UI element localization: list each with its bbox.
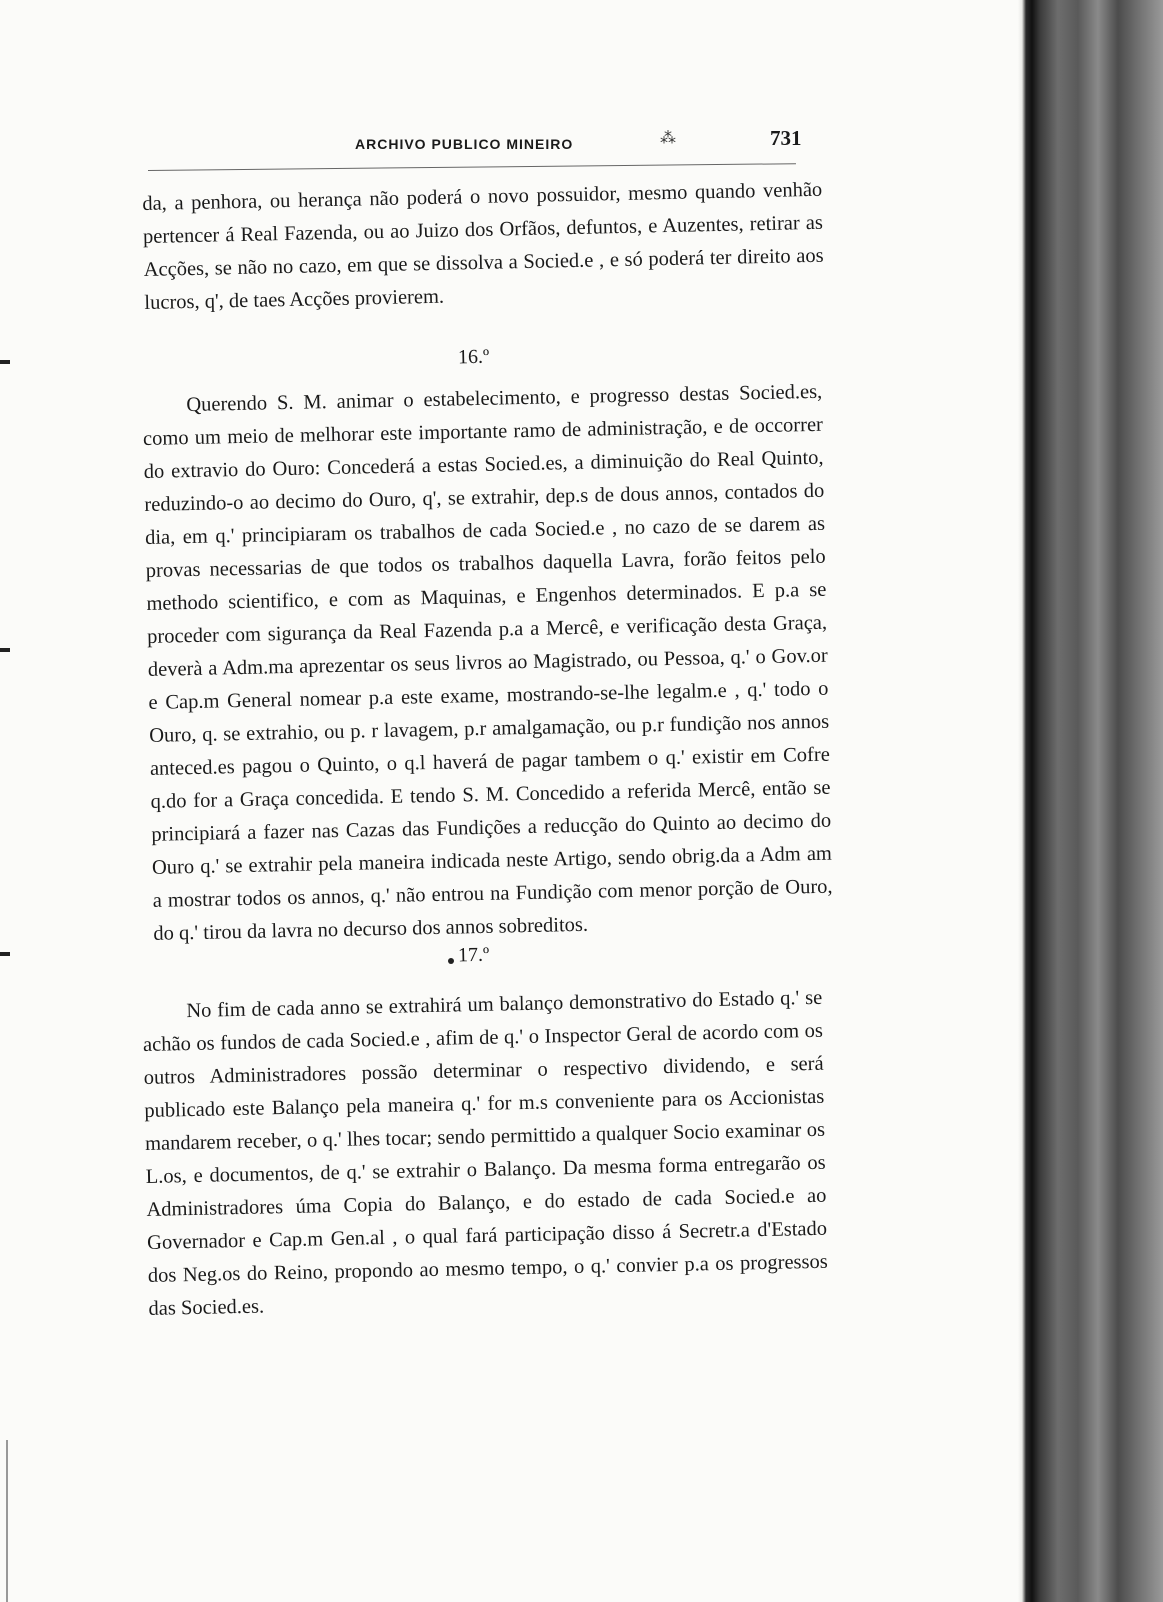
margin-mark xyxy=(0,952,10,956)
paragraph-continuation xyxy=(142,174,825,320)
page-number: 731 xyxy=(770,126,802,150)
running-header: ARCHIVO PUBLICO MINEIRO xyxy=(355,136,574,152)
ornament-icon: ⁂ xyxy=(660,128,678,147)
book-binding-edge xyxy=(1018,0,1163,1602)
margin-line xyxy=(6,1440,8,1602)
paragraph-text: Querendo S. M. animar o estabelecimento, e progresso destas Socied.es, como um meio de melhorar este importante ramo de administração, e de occorrer do extravio do Ouro: Concederá a estas Socied.es, a diminuição do Real Quinto, reduzindo-o ao decimo do Ouro, q', se extrahir, dep.s de dous annos, contados do dia, em q.' principiaram os trabalhos de cada Socied.e , no cazo de se darem as provas necessarias de que todos os trabalhos daquella Lavra, forão feitos pelo methodo scientifico, e com as Maquinas, e Engenhos determinados. E p.a se proceder com sigurança da Real Fazenda p.a a Mercê, e verificação desta Graça, deverà a Adm.ma aprezentar os seus livros ao Magistrado, ou Pessoa, q.' o Gov.or e Cap.m General nomear p.a este exame, mostrando-se-lhe legalm.e , q.' todo o Ouro, q. se extrahio, ou p. r lavagem, p.r amalgamação, ou p.r fundição nos annos anteced.es pagou o Quinto, o q.l haverá de pagar tambem o q.' existir em Cofre q.do for a Graça concedida. E tendo S. M. Concedido a referida Mercê, então se principiará a fazer nas Cazas das Fundições a reducção do Quinto ao decimo do Ouro q.' se extrahir pela maneira indicada neste Artigo, sendo obrig.da a Adm am a mostrar todos os annos, q.' não entrou na Fundição com menor porção de Ouro, do q.' tirou da lavra no decurso dos annos sobreditos. xyxy=(142,380,833,945)
article-heading-17: 17.º xyxy=(457,943,490,967)
article-heading-16: 16.º xyxy=(457,345,490,369)
article-17-body xyxy=(142,982,829,1326)
article-16-body xyxy=(142,376,834,951)
header-divider xyxy=(148,163,796,171)
bullet-mark xyxy=(448,958,454,964)
margin-mark xyxy=(0,360,10,364)
paragraph-text: No fim de cada anno se extrahirá um balanço demonstrativo do Estado q.' se achão os fundos de cada Socied.e , afim de q.' o Inspector Geral de acordo com os outros Administradores possão determinar o respectivo dividendo, e será publicado este Balanço pela maneira q.' for m.s conveniente para os Accionistas mandarem receber, o q.' lhes tocar; sendo permittido a qualquer Socio examinar os L.os, e documentos, de q.' se extrahir o Balanço. Da mesma forma entregarão os Administradores úma Copia do Balanço, e do estado de cada Socied.e ao Governador e Cap.m Gen.al , o qual fará participação disso á Secretr.a d'Estado dos Neg.os do Reino, propondo ao mesmo tempo, o q.' convier p.a os progressos das Socied.es. xyxy=(142,986,828,1320)
margin-mark xyxy=(0,648,10,652)
paragraph-text: da, a penhora, ou herança não poderá o novo possuidor, mesmo quando venhão pertencer á Real Fazenda, ou ao Juizo dos Orfãos, defuntos, e Auzentes, retirar as Acções, se não no cazo, em que se dissolva a Socied.e , e só poderá ter direito aos lucros, q', de taes Acções provierem. xyxy=(142,178,824,314)
